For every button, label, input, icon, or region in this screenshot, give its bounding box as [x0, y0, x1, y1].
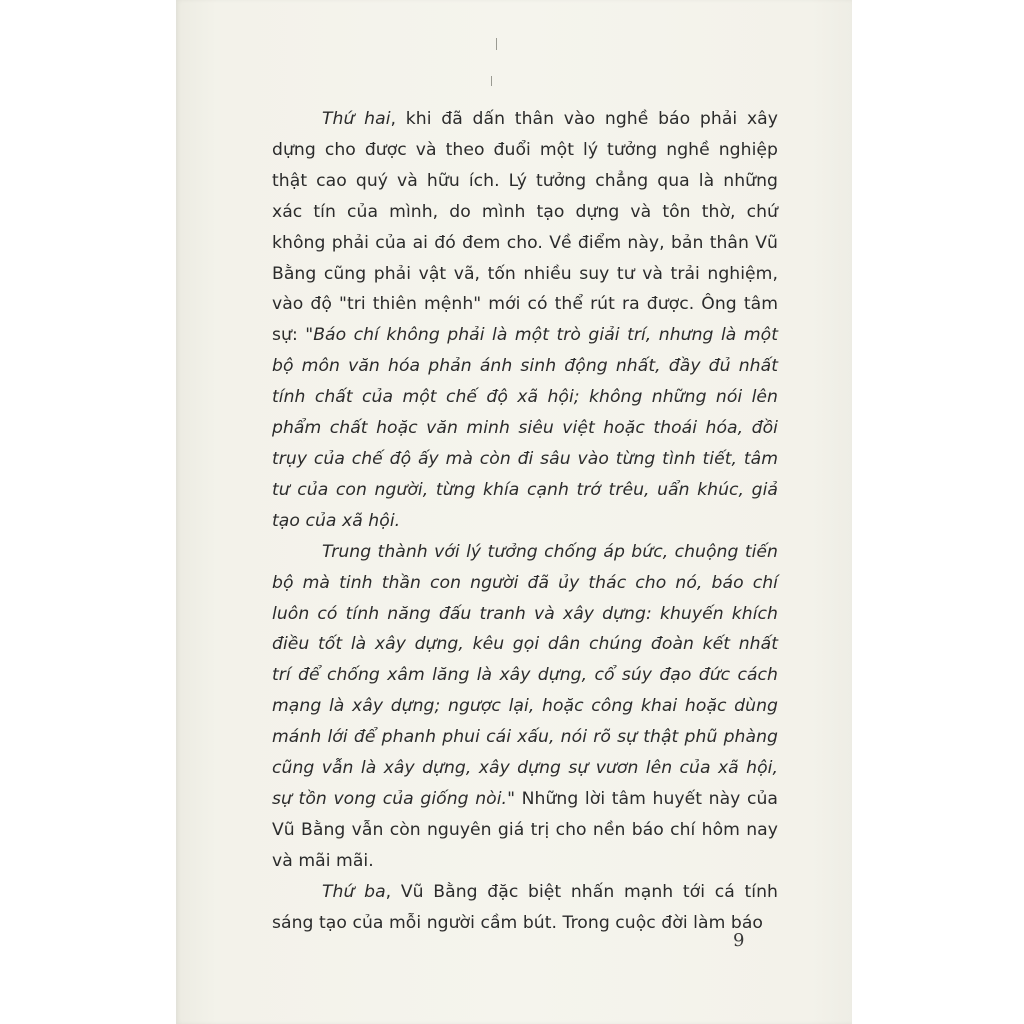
text-line	[272, 289, 778, 320]
text-line	[272, 444, 778, 475]
body-text	[272, 104, 778, 938]
text-run: và mãi mãi.	[272, 850, 374, 871]
text-run: Thứ ba	[322, 881, 386, 902]
text-line	[272, 599, 778, 630]
text-line	[272, 784, 778, 815]
text-line	[272, 351, 778, 382]
text-run: Trung thành với lý tưởng chống áp bức, chuộng tiến	[322, 541, 778, 562]
text-run: Những lời tâm huyết này của	[515, 788, 779, 809]
text-run: trí để chống xâm lăng là xây dựng, cổ súy đạo đức cách	[272, 665, 778, 686]
text-run: thật cao quý và hữu ích. Lý tưởng chẳng qua là những	[272, 170, 778, 191]
text-line	[272, 413, 778, 444]
text-line	[272, 135, 778, 166]
text-run: Vũ Bằng vẫn còn nguyên giá trị cho nền báo chí hôm nay	[272, 819, 778, 840]
text-run: mạng là xây dựng; ngược lại, hoặc công khai hoặc dùng	[272, 696, 778, 717]
text-run: tính chất của một chế độ xã hội; không những nói lên	[272, 387, 778, 408]
text-line	[272, 197, 778, 228]
text-line	[272, 815, 778, 846]
text-run: điều tốt là xây dựng, kêu gọi dân chúng đoàn kết nhất	[272, 634, 778, 655]
printer-mark	[496, 38, 497, 50]
text-run: luôn có tính năng đấu tranh và xây dựng: khuyến khích	[272, 603, 778, 624]
text-line	[272, 506, 778, 537]
text-run: bộ môn văn hóa phản ánh sinh động nhất, đầy đủ nhất	[272, 356, 778, 377]
text-line	[272, 691, 778, 722]
text-line	[272, 320, 778, 351]
text-run: tạo của xã hội.	[272, 510, 401, 531]
text-line	[272, 537, 778, 568]
text-run: "Báo chí không phải là một trò giải trí, nhưng là một	[305, 325, 778, 346]
text-line	[272, 166, 778, 197]
text-run: cũng vẫn là xây dựng, xây dựng sự vươn lên của xã hội,	[272, 758, 778, 779]
text-run: phẩm chất hoặc văn minh siêu việt hoặc thoái hóa, đồi	[272, 418, 778, 439]
text-run: dựng cho được và theo đuổi một lý tưởng nghề nghiệp	[272, 139, 778, 160]
text-run: Thứ hai	[322, 109, 391, 129]
page-number: 9	[733, 930, 745, 951]
text-line	[272, 228, 778, 259]
text-line	[272, 382, 778, 413]
text-line	[272, 846, 778, 877]
text-line	[272, 475, 778, 506]
printer-mark	[491, 76, 492, 86]
text-run: vào độ "tri thiên mệnh" mới có thể rút ra được. Ông tâm	[272, 294, 778, 315]
text-run: xác tín của mình, do mình tạo dựng và tôn thờ, chứ	[272, 201, 778, 222]
text-run: , khi đã dấn thân vào nghề báo phải xây	[390, 109, 778, 129]
text-line	[272, 877, 778, 908]
text-line	[272, 568, 778, 599]
text-run: , Vũ Bằng đặc biệt nhấn mạnh tới cá tính	[385, 881, 778, 902]
text-line	[272, 259, 778, 290]
text-run: trụy của chế độ ấy mà còn đi sâu vào từng tình tiết, tâm	[272, 448, 778, 469]
text-run: sáng tạo của mỗi người cầm bút. Trong cuộc đời làm báo	[272, 912, 763, 933]
text-line	[272, 722, 778, 753]
text-line	[272, 753, 778, 784]
text-run: sự tồn vong của giống nòi."	[272, 788, 516, 809]
text-run: sự:	[272, 325, 306, 346]
text-run: bộ mà tinh thần con người đã ủy thác cho nó, báo chí	[272, 572, 778, 593]
text-line	[272, 908, 778, 939]
text-run: không phải của ai đó đem cho. Về điểm này, bản thân Vũ	[272, 232, 778, 253]
text-line	[272, 104, 778, 135]
text-run: Bằng cũng phải vật vã, tốn nhiều suy tư và trải nghiệm,	[272, 263, 778, 284]
text-line	[272, 660, 778, 691]
text-line	[272, 629, 778, 660]
text-run: tư của con người, từng khía cạnh trớ trêu, uẩn khúc, giả	[272, 479, 778, 500]
text-run: mánh lới để phanh phui cái xấu, nói rõ sự thật phũ phàng	[272, 727, 778, 748]
